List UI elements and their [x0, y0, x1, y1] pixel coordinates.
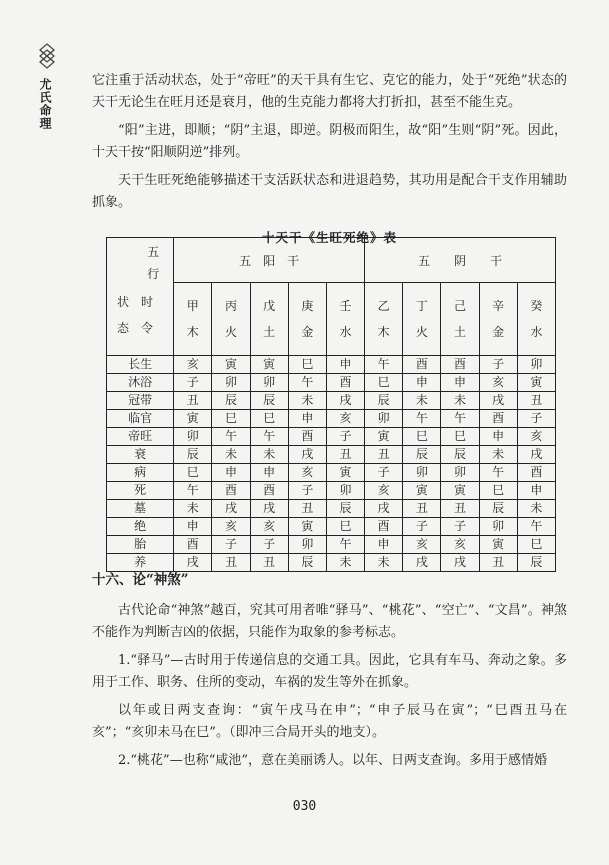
branch-cell: 戌 [441, 554, 479, 572]
corner-label: 态 令 [117, 320, 154, 335]
table-row [107, 356, 556, 374]
stem-label: 癸 [530, 299, 543, 313]
branch-cell: 寅 [250, 356, 288, 374]
table-row [107, 518, 556, 536]
branch-cell: 酉 [517, 464, 555, 482]
shensha-section [92, 568, 567, 772]
branch-cell: 亥 [250, 518, 288, 536]
table-row [107, 410, 556, 428]
table-row [107, 482, 556, 500]
branch-cell: 申 [479, 428, 517, 446]
branch-cell: 丑 [441, 500, 479, 518]
branch-cell: 亥 [288, 464, 326, 482]
branch-cell: 申 [174, 518, 212, 536]
paragraph: 以年或日两支查询：“寅午戌马在申”；“申子辰马在寅”；“巳酉丑马在亥”；“亥卯未马在巳”。（即冲三合局开头的地支）。 [92, 703, 567, 740]
section-heading: 十六、论“神煞” [92, 572, 189, 588]
branch-cell: 申 [326, 356, 364, 374]
branch-cell: 辰 [326, 500, 364, 518]
branch-cell: 巳 [250, 410, 288, 428]
side-label [36, 42, 56, 130]
state-label-cell: 冠带 [107, 392, 174, 410]
stem-label: 乙 [377, 299, 390, 313]
branch-cell: 卯 [326, 482, 364, 500]
branch-cell: 卯 [212, 374, 250, 392]
branch-cell: 午 [441, 410, 479, 428]
branch-cell: 亥 [517, 428, 555, 446]
branch-cell: 卯 [365, 410, 403, 428]
stem-label: 己 [454, 299, 467, 313]
branch-cell: 丑 [326, 446, 364, 464]
branch-cell: 戌 [212, 500, 250, 518]
branch-cell: 戌 [288, 446, 326, 464]
table-row [107, 446, 556, 464]
branch-cell: 寅 [479, 536, 517, 554]
branch-cell: 巳 [174, 464, 212, 482]
paragraph: 天干生旺死绝能够描述干支活跃状态和进退趋势，其功用是配合干支作用辅助抓象。 [92, 173, 567, 210]
table-row [107, 428, 556, 446]
branch-cell: 辰 [250, 392, 288, 410]
branch-cell: 午 [403, 410, 441, 428]
paragraph: 它注重于活动状态，处于“帝旺”的天干具有生它、克它的能力，处于“死绝”状态的天干无论生在旺月还是衰月，他的生克能力都将大打折扣，甚至不能生克。 [92, 73, 567, 110]
element-label: 水 [339, 325, 352, 339]
paragraph: “阳”主进，即顺；“阴”主退，即逆。阴极而阳生，故“阳”生则“阴”死。因此，十天干按“阳顺阴逆”排列。 [92, 123, 567, 160]
element-label: 金 [301, 325, 314, 339]
branch-cell: 辰 [288, 554, 326, 572]
branch-cell: 辰 [212, 392, 250, 410]
state-label-cell: 临官 [107, 410, 174, 428]
branch-cell: 酉 [174, 536, 212, 554]
intro-text [92, 70, 567, 252]
table-row [107, 500, 556, 518]
branch-cell: 午 [250, 428, 288, 446]
state-label-cell: 胎 [107, 536, 174, 554]
branch-cell: 午 [288, 374, 326, 392]
stem-header-cell [326, 283, 364, 356]
branch-cell: 午 [517, 518, 555, 536]
branch-cell: 卯 [517, 356, 555, 374]
branch-cell: 巳 [403, 428, 441, 446]
page-number: 030 [292, 799, 317, 814]
branch-cell: 丑 [403, 500, 441, 518]
state-label-cell: 养 [107, 554, 174, 572]
corner-label: 行 [147, 266, 160, 281]
branch-cell: 巳 [441, 428, 479, 446]
branch-cell: 寅 [441, 482, 479, 500]
stem-label: 壬 [339, 299, 352, 313]
branch-cell: 子 [479, 356, 517, 374]
branch-cell: 戌 [326, 392, 364, 410]
branch-cell: 寅 [174, 410, 212, 428]
branch-cell: 卯 [403, 464, 441, 482]
branch-cell: 子 [517, 410, 555, 428]
table-title: 十天干《生旺死绝》表 [261, 230, 397, 245]
branch-cell: 巳 [365, 374, 403, 392]
branch-cell: 卯 [288, 536, 326, 554]
paragraph: 1.“驿马”—古时用于传递信息的交通工具。因此，它具有车马、奔动之象。多用于工作、职务、住所的变动，车祸的发生等外在抓象。 [92, 653, 567, 690]
branch-cell: 午 [479, 464, 517, 482]
stem-header-cell [517, 283, 555, 356]
element-label: 火 [415, 325, 428, 339]
state-label-cell: 衰 [107, 446, 174, 464]
element-label: 水 [530, 325, 543, 339]
branch-cell: 寅 [288, 518, 326, 536]
branch-cell: 卯 [174, 428, 212, 446]
corner-label: 五 [147, 244, 160, 259]
branch-cell: 寅 [212, 356, 250, 374]
branch-cell: 亥 [174, 356, 212, 374]
branch-cell: 戌 [403, 554, 441, 572]
branch-cell: 寅 [326, 464, 364, 482]
element-label: 土 [454, 325, 467, 339]
branch-cell: 丑 [479, 554, 517, 572]
state-label-cell: 死 [107, 482, 174, 500]
stem-cycle-table [106, 237, 556, 572]
branch-cell: 子 [288, 482, 326, 500]
branch-cell: 亥 [479, 374, 517, 392]
branch-cell: 酉 [326, 374, 364, 392]
branch-cell: 寅 [517, 374, 555, 392]
branch-cell: 申 [403, 374, 441, 392]
table-row [107, 392, 556, 410]
branch-cell: 未 [403, 392, 441, 410]
branch-cell: 辰 [517, 554, 555, 572]
branch-cell: 戌 [365, 500, 403, 518]
stem-header-cell [441, 283, 479, 356]
stem-label: 甲 [186, 299, 199, 313]
branch-cell: 酉 [288, 428, 326, 446]
branch-cell: 未 [441, 392, 479, 410]
stem-label: 庚 [301, 299, 314, 313]
element-label: 火 [224, 325, 237, 339]
state-label-cell: 墓 [107, 500, 174, 518]
paragraph: 古代论命“神煞”越百，究其可用者唯“驿马”、“桃花”、“空亡”、“文昌”。神煞不能作为判断吉凶的依据，只能作为取象的参考标志。 [92, 603, 567, 640]
branch-cell: 卯 [479, 518, 517, 536]
branch-cell: 酉 [212, 482, 250, 500]
branch-cell: 戌 [479, 392, 517, 410]
branch-cell: 申 [441, 374, 479, 392]
stem-header-cell [212, 283, 250, 356]
element-label: 木 [377, 325, 390, 339]
branch-cell: 戌 [250, 500, 288, 518]
branch-cell: 辰 [174, 446, 212, 464]
branch-cell: 寅 [365, 428, 403, 446]
side-label-text: 尤氏命理 [38, 78, 52, 130]
table-corner-cell [107, 238, 174, 356]
paragraph: 2.“桃花”—也称“咸池”，意在美丽诱人。以年、日两支查询。多用于感情婚 [118, 753, 547, 768]
corner-label: 状 时 [117, 294, 154, 309]
knot-ornament-icon [36, 42, 58, 70]
branch-cell: 未 [326, 554, 364, 572]
branch-cell: 申 [365, 536, 403, 554]
branch-cell: 午 [212, 428, 250, 446]
branch-cell: 午 [174, 482, 212, 500]
branch-cell: 卯 [250, 374, 288, 392]
branch-cell: 未 [479, 446, 517, 464]
branch-cell: 寅 [403, 482, 441, 500]
branch-cell: 辰 [441, 446, 479, 464]
state-label-cell: 病 [107, 464, 174, 482]
state-label-cell: 长生 [107, 356, 174, 374]
branch-cell: 辰 [365, 392, 403, 410]
table-row [107, 374, 556, 392]
branch-cell: 巳 [479, 482, 517, 500]
branch-cell: 丑 [174, 392, 212, 410]
branch-cell: 酉 [441, 356, 479, 374]
state-label-cell: 绝 [107, 518, 174, 536]
branch-cell: 酉 [403, 356, 441, 374]
element-label: 木 [186, 325, 199, 339]
branch-cell: 戌 [517, 446, 555, 464]
stem-label: 辛 [492, 299, 505, 313]
branch-cell: 申 [288, 410, 326, 428]
yin-stems-header: 五 阴 干 [365, 238, 556, 283]
branch-cell: 未 [212, 446, 250, 464]
branch-cell: 亥 [326, 410, 364, 428]
branch-cell: 亥 [212, 518, 250, 536]
branch-cell: 酉 [365, 518, 403, 536]
branch-cell: 辰 [403, 446, 441, 464]
branch-cell: 申 [212, 464, 250, 482]
branch-cell: 亥 [403, 536, 441, 554]
stem-label: 丙 [224, 299, 237, 313]
branch-cell: 亥 [441, 536, 479, 554]
branch-cell: 子 [403, 518, 441, 536]
yang-stems-header: 五 阳 干 [174, 238, 365, 283]
branch-cell: 未 [174, 500, 212, 518]
branch-cell: 子 [174, 374, 212, 392]
branch-cell: 未 [288, 392, 326, 410]
branch-cell: 酉 [250, 482, 288, 500]
branch-cell: 子 [212, 536, 250, 554]
branch-cell: 申 [517, 482, 555, 500]
stem-header-cell [403, 283, 441, 356]
stem-header-cell [479, 283, 517, 356]
branch-cell: 亥 [365, 482, 403, 500]
branch-cell: 卯 [441, 464, 479, 482]
stem-label: 戊 [263, 299, 276, 313]
branch-cell: 丑 [365, 446, 403, 464]
branch-cell: 申 [250, 464, 288, 482]
branch-cell: 未 [517, 500, 555, 518]
branch-cell: 子 [326, 428, 364, 446]
stem-header-cell [174, 283, 212, 356]
branch-cell: 午 [365, 356, 403, 374]
branch-cell: 未 [250, 446, 288, 464]
branch-cell: 丑 [517, 392, 555, 410]
branch-cell: 子 [250, 536, 288, 554]
element-label: 金 [492, 325, 505, 339]
branch-cell: 酉 [479, 410, 517, 428]
branch-cell: 丑 [288, 500, 326, 518]
branch-cell: 巳 [212, 410, 250, 428]
branch-cell: 丑 [212, 554, 250, 572]
state-label-cell: 沐浴 [107, 374, 174, 392]
table-row [107, 464, 556, 482]
branch-cell: 午 [326, 536, 364, 554]
branch-cell: 未 [365, 554, 403, 572]
stem-header-cell [288, 283, 326, 356]
stem-label: 丁 [415, 299, 428, 313]
stem-header-cell [250, 283, 288, 356]
branch-cell: 戌 [174, 554, 212, 572]
state-label-cell: 帝旺 [107, 428, 174, 446]
branch-cell: 辰 [479, 500, 517, 518]
element-label: 土 [263, 325, 276, 339]
branch-cell: 子 [441, 518, 479, 536]
branch-cell: 子 [365, 464, 403, 482]
branch-cell: 巳 [326, 518, 364, 536]
branch-cell: 巳 [517, 536, 555, 554]
table-row [107, 536, 556, 554]
branch-cell: 丑 [250, 554, 288, 572]
stem-header-cell [365, 283, 403, 356]
branch-cell: 巳 [288, 356, 326, 374]
